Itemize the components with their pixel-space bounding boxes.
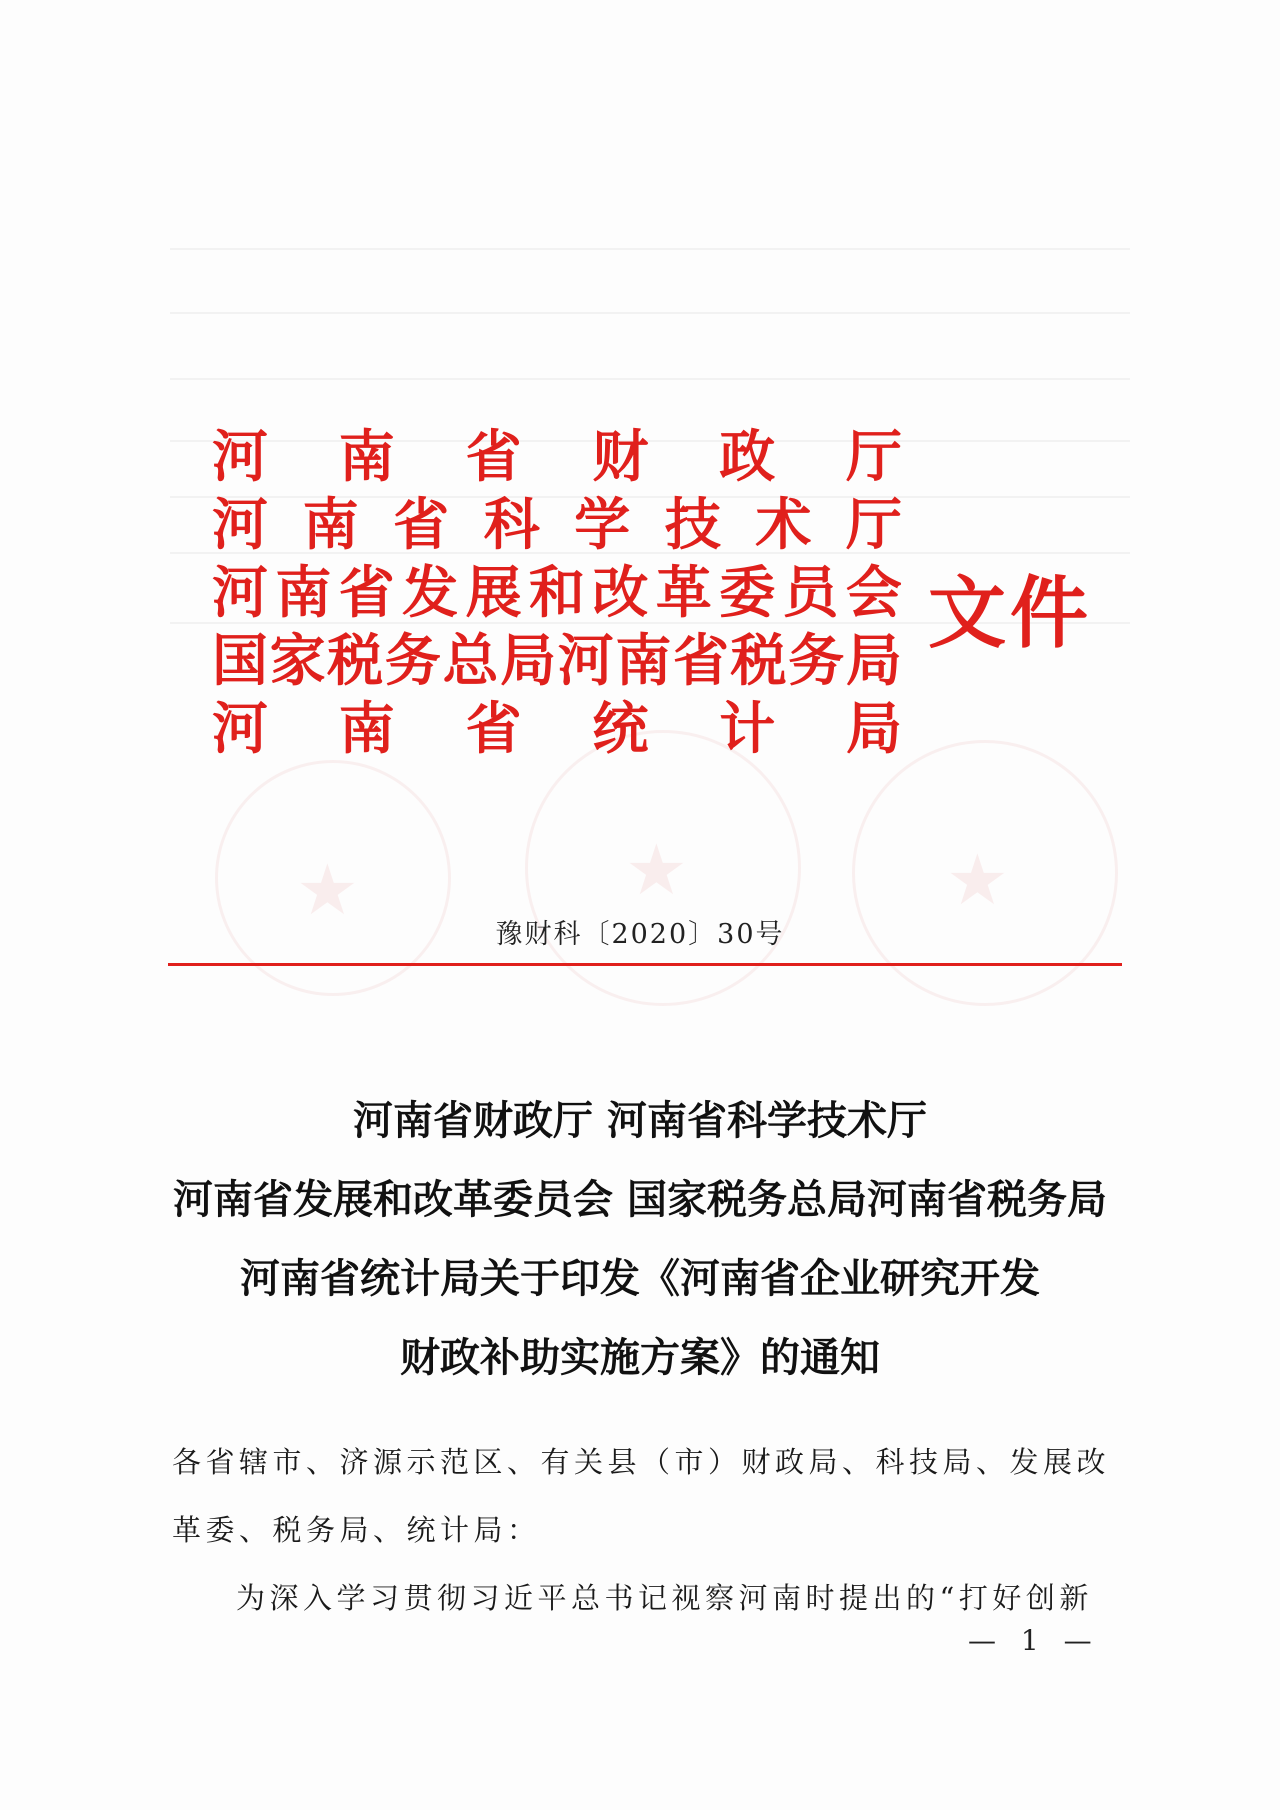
agency-character: 计 xyxy=(719,697,776,762)
agency-character: 河 xyxy=(212,493,268,558)
agency-character: 家 xyxy=(269,629,326,694)
agency-character: 改 xyxy=(592,561,649,626)
agency-character: 南 xyxy=(302,493,359,558)
notice-body xyxy=(172,1428,1122,1632)
agency-science-technology-department xyxy=(212,492,902,560)
agency-character: 革 xyxy=(655,561,712,626)
agency-character: 务 xyxy=(384,629,441,694)
title-line: 财政补助实施方案》的通知 xyxy=(400,1335,880,1381)
agency-character: 发 xyxy=(402,561,459,626)
agency-character: 展 xyxy=(465,561,522,626)
agency-character: 河 xyxy=(557,629,614,694)
agency-character: 省 xyxy=(465,425,522,490)
agency-character: 学 xyxy=(574,493,631,558)
body-paragraph: 为深入学习贯彻习近平总书记视察河南时提出的“打好创新 xyxy=(236,1581,1093,1615)
seal-star-icon: ★ xyxy=(946,839,1009,921)
document-label: 文件 xyxy=(928,569,1093,659)
bleed-through-line xyxy=(170,378,1130,380)
agency-character: 局 xyxy=(500,629,557,694)
agency-statistics-bureau xyxy=(212,696,902,764)
agency-character: 厅 xyxy=(845,425,902,490)
agency-development-reform-commission xyxy=(212,560,902,628)
agency-tax-bureau xyxy=(212,628,902,696)
addressee-line: 革委、税务局、统计局： xyxy=(172,1513,541,1547)
seal-star-icon: ★ xyxy=(296,849,359,931)
agency-character: 和 xyxy=(528,561,585,626)
agency-character: 省 xyxy=(673,629,729,694)
document-number: 豫财科〔2020〕30号 xyxy=(495,919,785,950)
red-divider xyxy=(168,963,1122,966)
agency-character: 厅 xyxy=(845,493,902,558)
agency-character: 财 xyxy=(592,425,649,490)
agency-character: 河 xyxy=(212,697,268,762)
title-line: 河南省统计局关于印发《河南省企业研究开发 xyxy=(240,1256,1040,1302)
bleed-through-line xyxy=(170,312,1130,314)
agency-character: 河 xyxy=(212,561,268,626)
agency-character: 税 xyxy=(730,629,787,694)
issuing-agencies xyxy=(212,424,902,764)
addressee-line: 各省辖市、济源示范区、有关县（市）财政局、科技局、发展改 xyxy=(172,1445,1111,1479)
agency-character: 会 xyxy=(845,561,902,626)
bleed-through-line xyxy=(170,248,1130,250)
agency-character: 税 xyxy=(327,629,384,694)
seal-star-icon: ★ xyxy=(625,829,688,911)
agency-character: 务 xyxy=(788,629,845,694)
agency-character: 术 xyxy=(755,493,812,558)
agency-character: 总 xyxy=(442,629,499,694)
agency-character: 国 xyxy=(212,629,268,694)
agency-character: 技 xyxy=(664,493,721,558)
agency-character: 统 xyxy=(592,697,649,762)
agency-character: 省 xyxy=(393,493,450,558)
agency-character: 河 xyxy=(212,425,268,490)
agency-character: 南 xyxy=(275,561,332,626)
agency-character: 南 xyxy=(338,425,395,490)
agency-character: 局 xyxy=(845,629,902,694)
agency-character: 省 xyxy=(338,561,395,626)
agency-character: 南 xyxy=(615,629,672,694)
agency-character: 局 xyxy=(845,697,902,762)
agency-character: 员 xyxy=(782,561,839,626)
title-line: 河南省发展和改革委员会 国家税务总局河南省税务局 xyxy=(173,1177,1107,1223)
agency-character: 省 xyxy=(465,697,522,762)
agency-character: 科 xyxy=(483,493,540,558)
title-line: 河南省财政厅 河南省科学技术厅 xyxy=(353,1098,927,1144)
agency-finance-department xyxy=(212,424,902,492)
agency-character: 政 xyxy=(719,425,776,490)
agency-character: 委 xyxy=(719,561,776,626)
agency-character: 南 xyxy=(338,697,395,762)
notice-title xyxy=(140,1082,1140,1398)
page-number: — 1 — xyxy=(968,1624,1100,1657)
